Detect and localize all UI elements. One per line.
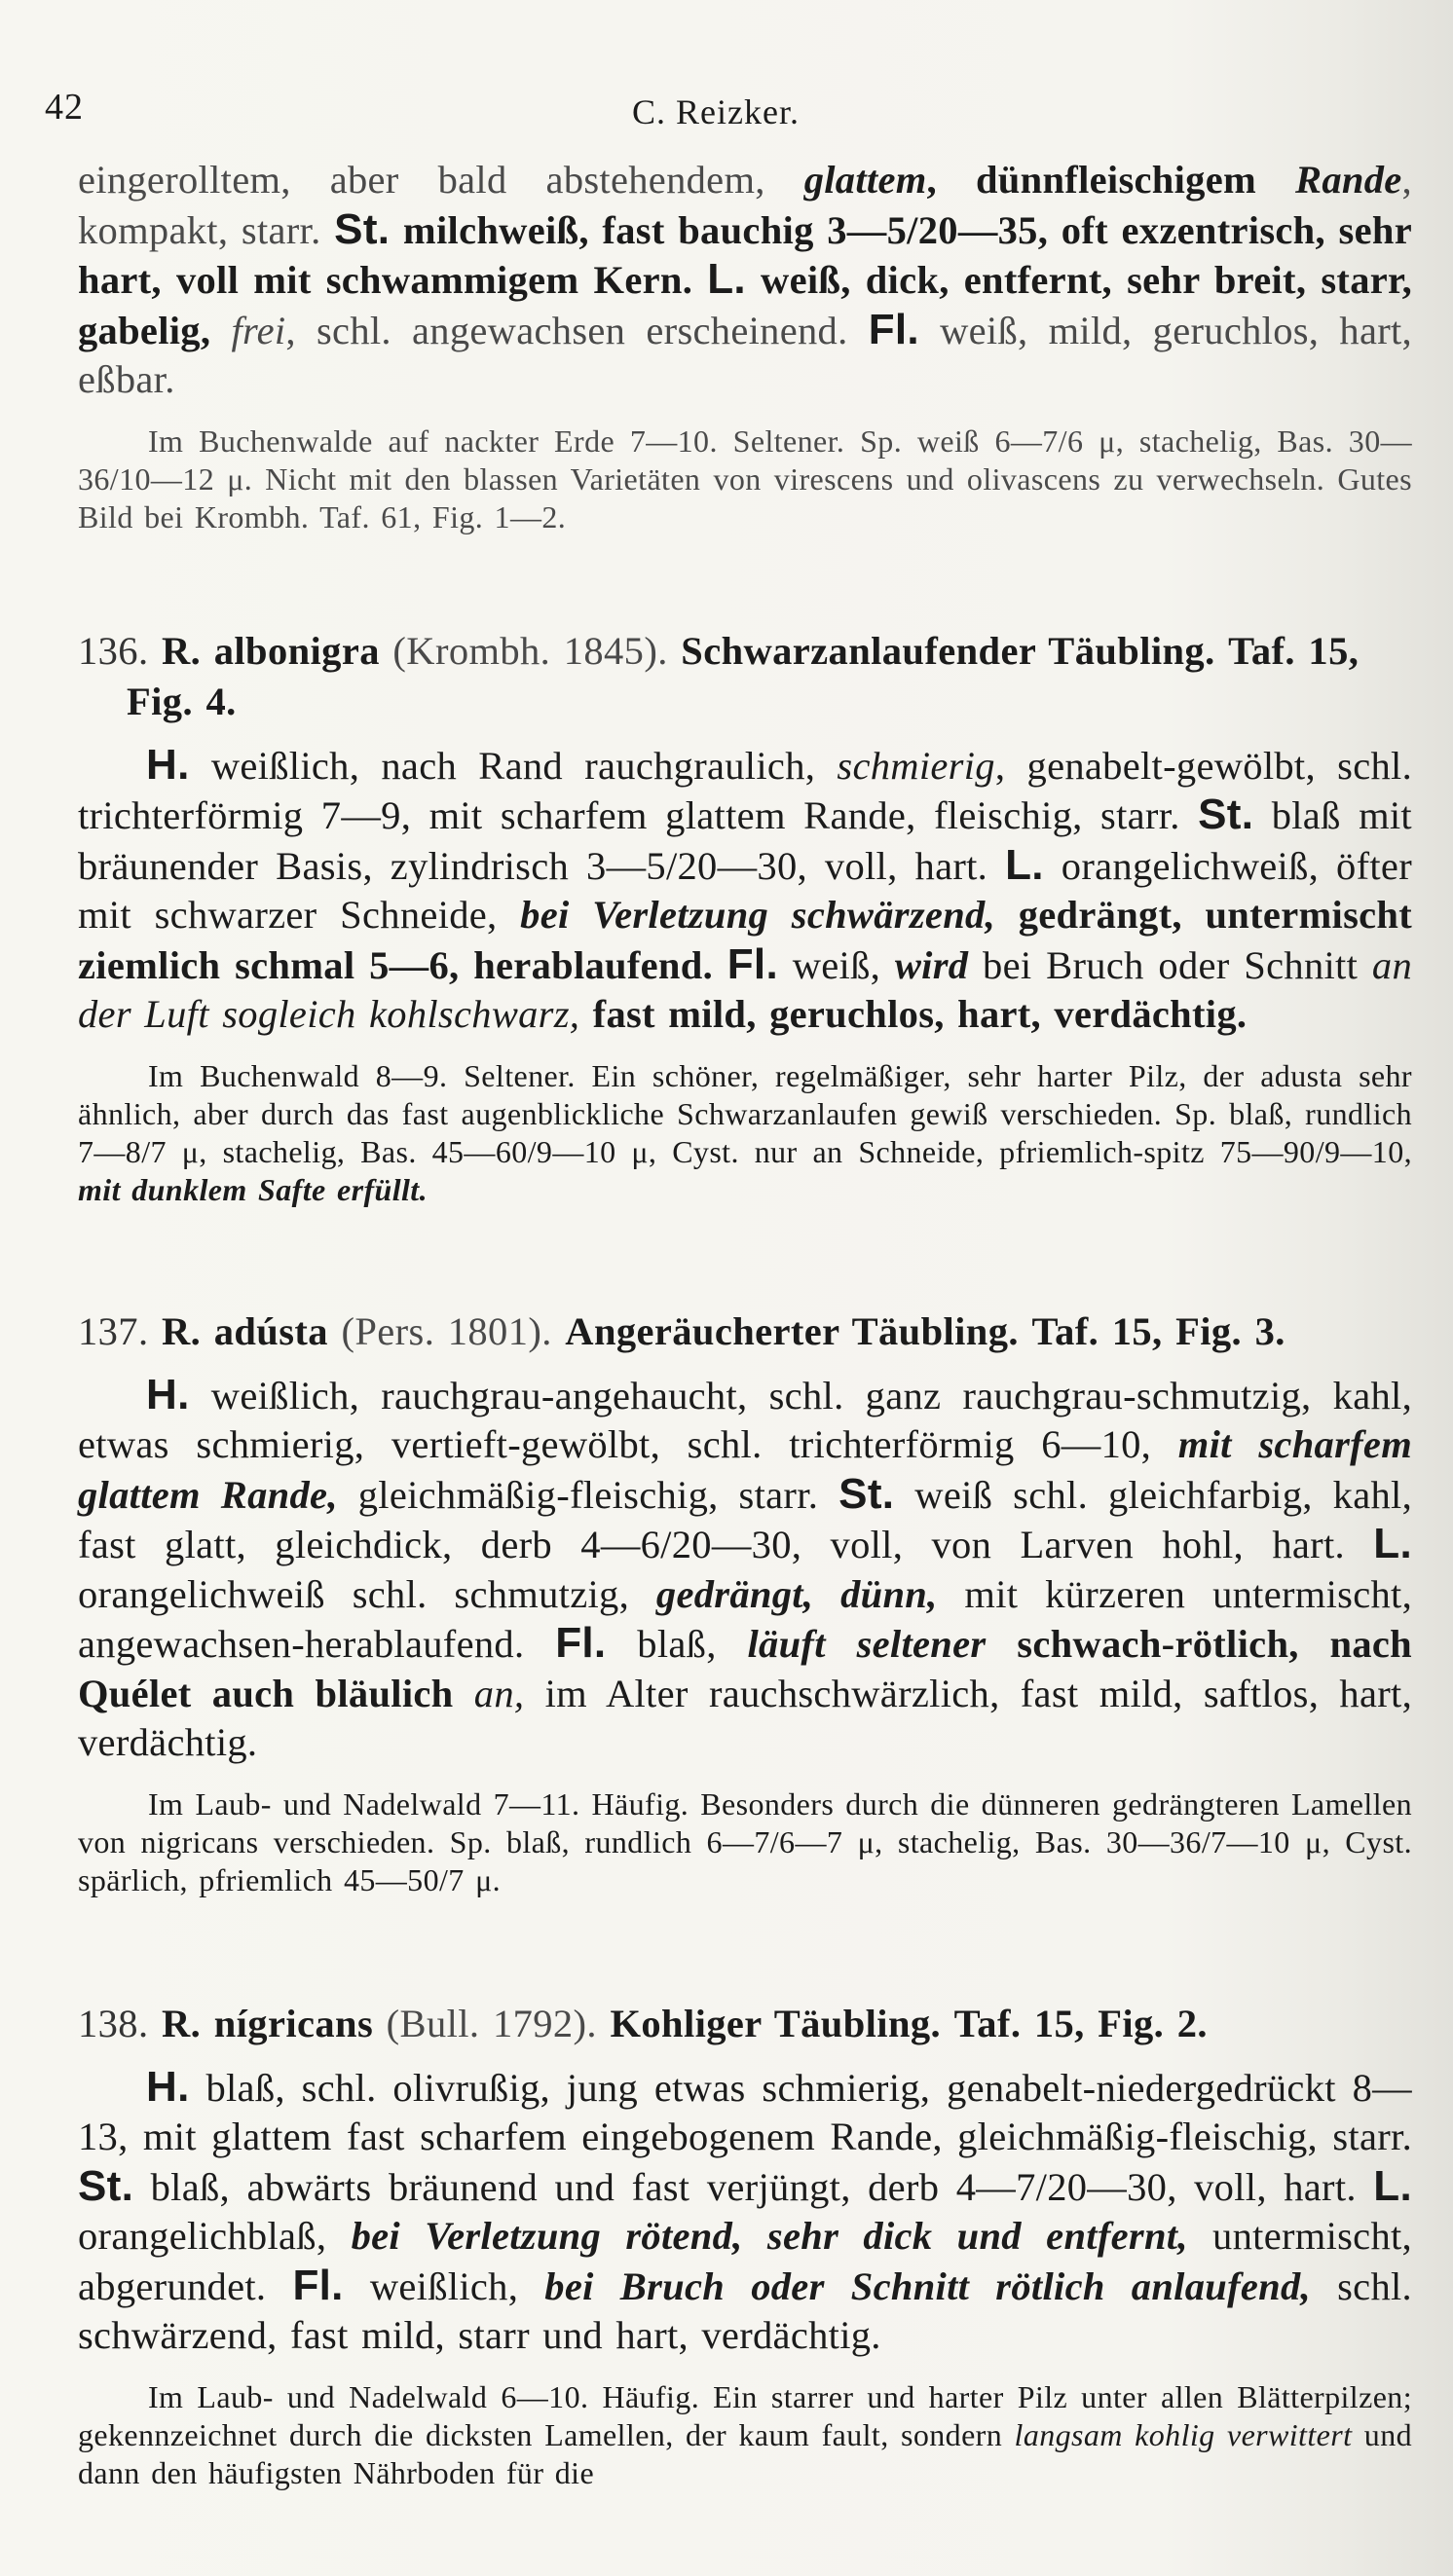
flesh-label: Fl. <box>555 1619 607 1667</box>
plate-ref: Taf. 15, Fig. 4. <box>127 628 1360 723</box>
carry-over-note: Im Buchenwalde auf nackter Erde 7—10. Seltener. Sp. weiß 6—7/6 μ, stachelig, Bas. 30—36/10—12 μ. Nicht mit den blassen Varietäten von virescens und olivascens zu verwechseln. Gutes Bild bei Krombh. Taf. 61, Fig. 1—2. <box>78 423 1412 534</box>
running-head: C. Reizker. <box>632 92 800 131</box>
emphasis: an, <box>473 1671 525 1715</box>
stem-label: St. <box>1198 791 1254 838</box>
entry-note <box>78 2378 1412 2492</box>
emphasis: läuft seltener <box>747 1622 987 1666</box>
emphasis: glattem <box>803 158 927 202</box>
emphasis: an der Luft sogleich kohlschwarz, <box>78 942 1413 1036</box>
text-run: Im Buchenwald 8—9. Seltener. Ein schöner, regelmäßiger, sehr harter Pilz, der adusta sehr ähnlich, aber durch das fast augenblickliche Schwarzanlaufen gewiß verschieden. Sp. blaß, rundlich 7—8/7 μ, stachelig, Bas. 45—60/9—10 μ, Cyst. nur an Schneide, pfriemlich-spitz 75—90/9—10, <box>78 1057 1412 1169</box>
emphasis: bei Bruch oder Schnitt rötlich anlaufend, <box>544 2263 1311 2308</box>
cap-label: H. <box>146 1370 190 1418</box>
text-run: orangelichblaß, <box>78 2214 352 2258</box>
text-run: im Alter rauchschwärzlich, fast mild, saftlos, hart, verdächtig. <box>78 1671 1412 1764</box>
entry-heading <box>78 1306 1412 1357</box>
entry-description <box>78 2063 1412 2361</box>
entry-number: 138. <box>78 2001 149 2045</box>
plate-ref: Taf. 15, Fig. 3. <box>1031 1308 1285 1353</box>
text-run: blaß, schl. olivrußig, jung etwas schmierig, genabelt-niedergedrückt 8—13, mit glattem fast scharfem eingebogenem Rande, gleichmäßig-fleischig, starr. <box>78 2065 1412 2158</box>
text-run: und dann den häufigsten Nährboden für die <box>78 2416 1412 2490</box>
stem-label: St. <box>334 204 391 253</box>
cap-label: H. <box>146 740 190 789</box>
carry-over-description <box>78 156 1412 405</box>
page-number: 42 <box>45 87 84 128</box>
common-name: Angeräucherter Täubling. <box>565 1308 1019 1353</box>
authority: (Bull. 1792). <box>386 2001 597 2045</box>
text-run: milchweiß, fast bauchig 3—5/20—35, oft exzentrisch, sehr hart, voll mit schwammigem Kern. <box>78 207 1412 302</box>
text-run: , genabelt-gewölbt, schl. trichterförmig 7—9, mit scharfem glattem Rande, fleischig, starr. <box>78 743 1413 837</box>
emphasis: Rande <box>1295 158 1402 202</box>
genus: R. <box>162 628 202 673</box>
plate-ref: Taf. 15, Fig. 2. <box>953 2001 1208 2045</box>
entry-number: 136. <box>78 628 149 673</box>
species-name: adústa <box>213 1308 328 1353</box>
text-run: schwach-rötlich, nach Quélet auch bläulich <box>78 1622 1412 1715</box>
text-run: , schl. angewachsen erscheinend. <box>285 308 869 352</box>
entry-number: 137. <box>78 1308 149 1353</box>
species-name: albonigra <box>213 628 380 673</box>
flesh-label: Fl. <box>726 939 778 988</box>
gills-label: L. <box>1373 1520 1412 1567</box>
text-run: weiß, <box>777 942 895 987</box>
text-run: blaß, abwärts bräunend und fast verjüngt, derb 4—7/20—30, voll, hart. <box>133 2164 1374 2209</box>
entry-note: Im Laub- und Nadelwald 7—11. Häufig. Besonders durch die dünneren gedrängteren Lamellen von nigricans verschieden. Sp. blaß, rundlich 6—7/6—7 μ, stachelig, Bas. 30—36/7—10 μ, Cyst. spärlich, pfriemlich 45—50/7 μ. <box>78 1785 1412 1897</box>
emphasis: frei <box>231 308 286 352</box>
text-run: , kompakt, starr. <box>78 158 1412 252</box>
genus: R. <box>162 2001 202 2045</box>
emphasis: bei Verletzung schwärzend, <box>520 893 995 937</box>
species-entry-138 <box>78 1999 1412 2492</box>
entry-description <box>78 741 1412 1040</box>
cap-label: H. <box>146 2062 190 2111</box>
text-run: eingerolltem, aber bald abstehendem, <box>78 158 804 202</box>
species-entry-137 <box>78 1306 1412 1899</box>
stem-label: St. <box>838 1469 895 1518</box>
text-run: weißlich, <box>343 2263 545 2308</box>
gills-label: L. <box>1373 2161 1412 2210</box>
common-name: Kohliger Täubling. <box>610 2001 942 2045</box>
gills-label: L. <box>1005 840 1044 889</box>
common-name: Schwarzanlaufender Täubling. <box>681 628 1215 673</box>
text-run: weiß schl. gleichfarbig, kahl, fast glatt, gleichdick, derb 4—6/20—30, voll, von Larven hohl, hart. <box>78 1472 1412 1566</box>
text-run: orangelichweiß, öfter mit schwarzer Schneide, <box>78 843 1412 937</box>
text-run: mit kürzeren untermischt, angewachsen-herablaufend. <box>78 1571 1413 1666</box>
text-run: blaß mit bräunender Basis, zylindrisch 3—5/20—30, voll, hart. <box>78 793 1412 888</box>
entry-description <box>78 1371 1412 1768</box>
text-run: schl. schwärzend, fast mild, starr und hart, verdächtig. <box>78 2263 1412 2357</box>
text-run: gedrängt, untermischt ziemlich schmal 5—6, herablaufend. <box>78 893 1413 987</box>
emphasis: langsam kohlig verwittert <box>1014 2416 1353 2452</box>
text-run: untermischt, abgerundet. <box>78 2214 1412 2308</box>
species-name: nígricans <box>213 2001 374 2045</box>
text-run: blaß, <box>606 1622 748 1666</box>
text-run: weißlich, rauchgrau-angehaucht, schl. ganz rauchgrau-schmutzig, kahl, etwas schmierig, vertieft-gewölbt, schl. trichterförmig 6—10, <box>78 1373 1412 1466</box>
entry-heading <box>78 626 1412 727</box>
emphasis: mit scharfem glattem Rande, <box>78 1422 1412 1517</box>
authority: (Pers. 1801). <box>341 1308 552 1353</box>
text-run: fast mild, geruchlos, hart, verdächtig. <box>579 992 1248 1036</box>
emphasis: wird <box>894 942 969 987</box>
stem-label: St. <box>78 2161 134 2210</box>
text-run: weiß, dick, entfernt, sehr breit, starr, gabelig, <box>78 258 1413 352</box>
entry-heading <box>78 1999 1412 2049</box>
text-run: weiß, mild, geruchlos, hart, eßbar. <box>78 308 1412 401</box>
text-run: orangelichweiß schl. schmutzig, <box>78 1571 656 1616</box>
page-header <box>39 86 1393 134</box>
text-run: , dünnfleischigem <box>926 158 1296 202</box>
text-run: weißlich, nach Rand rauchgraulich, <box>189 743 838 788</box>
emphasis: gedrängt, dünn, <box>655 1571 938 1616</box>
text-run: gleichmäßig-fleischig, starr. <box>337 1472 839 1517</box>
gills-label: L. <box>707 255 746 303</box>
emphasis: schmierig <box>837 743 995 788</box>
text-run: bei Bruch oder Schnitt <box>968 942 1372 987</box>
genus: R. <box>162 1308 202 1353</box>
entry-note <box>78 1057 1412 1209</box>
page-body <box>78 156 1412 2492</box>
flesh-label: Fl. <box>292 2261 344 2309</box>
emphasis: mit dunklem Safte erfüllt. <box>78 1171 428 1207</box>
emphasis: bei Verletzung rötend, sehr dick und entfernt, <box>351 2214 1188 2258</box>
authority: (Krombh. 1845). <box>392 628 668 673</box>
species-entry-136 <box>78 626 1412 1209</box>
flesh-label: Fl. <box>868 305 919 353</box>
text-run: Im Laub- und Nadelwald 6—10. Häufig. Ein starrer und harter Pilz unter allen Blätterpilzen; gekennzeichnet durch die dicksten Lamellen, der kaum fault, sondern <box>78 2378 1412 2452</box>
